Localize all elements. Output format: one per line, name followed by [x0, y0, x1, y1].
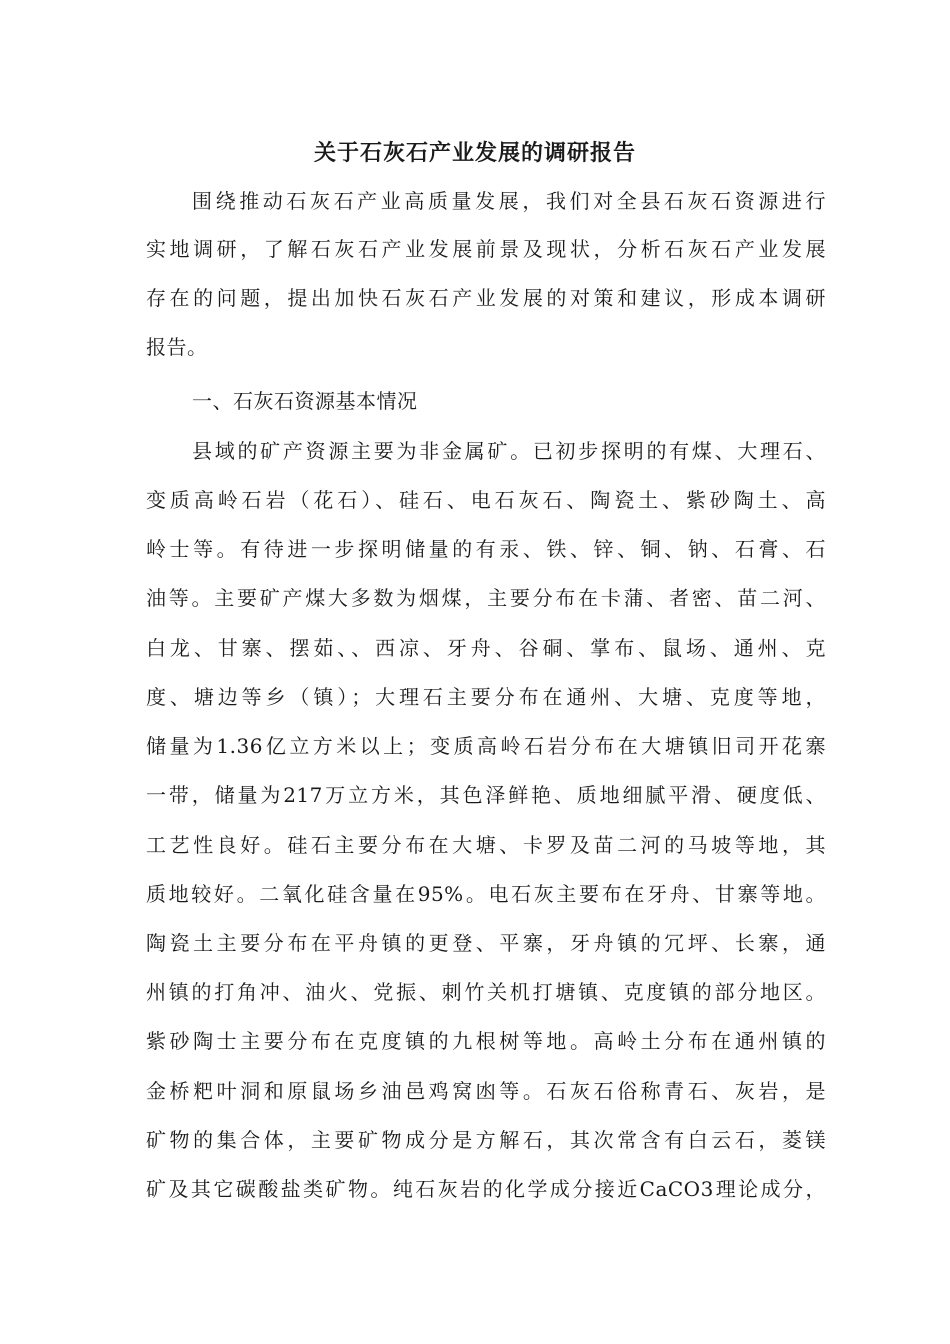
body-line-1: 县域的矿产资源主要为非金属矿。已初步探明的有煤、大理石、	[192, 439, 826, 463]
intro-line-1: 围绕推动石灰石产业高质量发展，我们对全县石灰石资源进行	[192, 189, 826, 213]
intro-line-4: 报告。	[146, 335, 208, 359]
intro-line-2: 实地调研，了解石灰石产业发展前景及现状，分析石灰石产业发展	[146, 237, 826, 261]
body-line-13: 紫砂陶士主要分布在克度镇的九根树等地。高岭土分布在通州镇的	[146, 1029, 826, 1053]
section-heading: 一、石灰石资源基本情况	[192, 389, 418, 413]
body-line-16: 矿及其它碳酸盐类矿物。纯石灰岩的化学成分接近CaCO3理论成分，	[146, 1177, 826, 1201]
body-line-6: 度、塘边等乡（镇）；大理石主要分布在通州、大塘、克度等地，	[146, 685, 826, 709]
body-line-7: 储量为1.36亿立方米以上；变质高岭石岩分布在大塘镇旧司开花寨	[146, 734, 826, 758]
body-line-3: 岭士等。有待进一步探明储量的有汞、铁、锌、铜、钠、石膏、石	[146, 537, 826, 561]
document-title: 关于石灰石产业发展的调研报告	[313, 140, 636, 166]
body-line-15: 矿物的集合体，主要矿物成分是方解石，其次常含有白云石，菱镁	[146, 1128, 826, 1152]
body-line-2: 变质高岭石岩（花石）、硅石、电石灰石、陶瓷土、紫砂陶土、高	[146, 488, 826, 512]
body-line-12: 州镇的打角冲、油火、党振、刺竹关机打塘镇、克度镇的部分地区。	[146, 980, 826, 1004]
body-line-8: 一带，储量为217万立方米，其色泽鲜艳、质地细腻平滑、硬度低、	[146, 783, 826, 807]
body-line-4: 油等。主要矿产煤大多数为烟煤，主要分布在卡蒲、者密、苗二河、	[146, 586, 826, 610]
body-line-5: 白龙、甘寨、摆茹、、西凉、牙舟、谷硐、掌布、鼠场、通州、克	[146, 636, 826, 660]
body-line-14: 金桥粑叶洞和原鼠场乡油邑鸡窝凼等。石灰石俗称青石、灰岩，是	[146, 1079, 826, 1103]
intro-line-3: 存在的问题，提出加快石灰石产业发展的对策和建议，形成本调研	[146, 286, 826, 310]
body-line-10: 质地较好。二氧化硅含量在95%。电石灰主要布在牙舟、甘寨等地。	[146, 882, 826, 906]
body-line-9: 工艺性良好。硅石主要分布在大塘、卡罗及苗二河的马坡等地，其	[146, 833, 826, 857]
body-line-11: 陶瓷土主要分布在平舟镇的更登、平寨，牙舟镇的冗坪、长寨，通	[146, 931, 826, 955]
